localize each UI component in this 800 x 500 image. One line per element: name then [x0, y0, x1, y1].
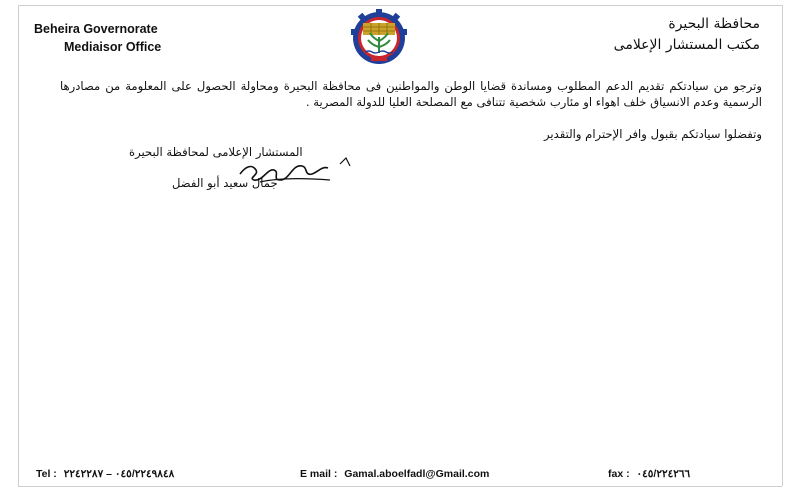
body-paragraph: وترجو من سيادتكم تقديم الدعم المطلوب ومساندة قضايا الوطن والمواطنين فى محافظة البحيرة ومحاولة الحصول على المعلومة من مصادرها الرسمية وعدم الانسياق خلف اهواء او مئارب شخصية تتنافى مع المصلحة العليا للدولة المصرية . — [60, 79, 762, 109]
phone-label: Tel : — [36, 468, 57, 480]
governorate-name-ar: محافظة البحيرة — [668, 16, 760, 32]
right-border-line — [782, 5, 783, 486]
header-english — [34, 20, 161, 56]
fax-value: ٠٤٥/٢٢٤٢٦٦ — [636, 468, 691, 480]
header-arabic — [614, 14, 760, 56]
governorate-name-en: Beheira Governorate — [34, 22, 158, 36]
signatory-name: جمال سعيد أبو الفضل — [172, 176, 278, 190]
bottom-border-line — [18, 486, 782, 487]
governorate-logo — [333, 7, 425, 65]
footer-fax — [608, 468, 690, 480]
footer-phone — [36, 468, 174, 480]
signatory-title: المستشار الإعلامى لمحافظة البحيرة — [129, 145, 303, 159]
email-value: Gamal.aboelfadl@Gmail.com — [344, 468, 490, 480]
office-name-en: Mediaisor Office — [64, 40, 162, 54]
office-name-ar: مكتب المستشار الإعلامى — [613, 37, 760, 53]
fax-label: fax : — [608, 468, 630, 480]
email-label: E mail : — [300, 468, 338, 480]
closing-line: وتفضلوا سيادتكم بقبول وافر الإحترام والتقدير — [544, 127, 762, 141]
gear-emblem — [351, 9, 407, 64]
left-border-line — [18, 5, 19, 486]
top-border-line — [18, 5, 782, 6]
letter-body — [60, 78, 762, 110]
footer-email — [300, 468, 489, 480]
phone-value: ٠٤٥/٢٢٤٩٨٤٨ – ٢٢٤٢٢٨٧ — [63, 468, 175, 480]
